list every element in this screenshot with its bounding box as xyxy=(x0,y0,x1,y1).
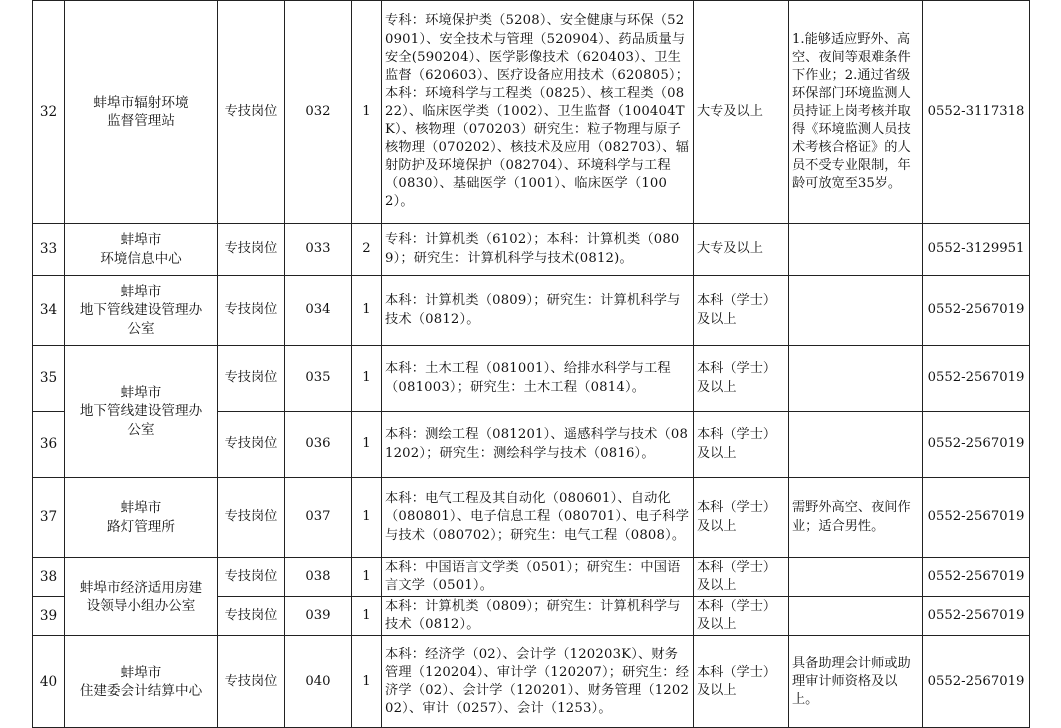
row-number: 32 xyxy=(33,1,65,224)
post-type: 专技岗位 xyxy=(218,478,285,558)
post-type: 专技岗位 xyxy=(218,224,285,276)
post-code: 038 xyxy=(285,558,352,597)
unit-name-line: 环境信息中心 xyxy=(100,250,182,267)
major-requirement: 本科：经济学（02）、会计学（120203K）、财务管理（120204）、审计学（120207）；研究生：经济学（02）、会计学（120201）、财务管理（120202）、审计（0257）、会计（1253）。 xyxy=(382,636,694,728)
row-number: 34 xyxy=(33,276,65,346)
post-type: 专技岗位 xyxy=(218,412,285,478)
post-code: 039 xyxy=(285,597,352,636)
other-requirement: 具备助理会计师或助理审计师资格及以上。 xyxy=(789,636,923,728)
post-type: 专技岗位 xyxy=(218,636,285,728)
recruitment-table xyxy=(32,0,1030,728)
hire-count: 1 xyxy=(352,1,382,224)
post-type: 专技岗位 xyxy=(218,558,285,597)
unit-name-line: 住建委会计结算中心 xyxy=(79,682,203,699)
hire-count: 2 xyxy=(352,224,382,276)
contact-phone: 0552-2567019 xyxy=(923,412,1030,478)
unit-name-line: 设领导小组办公室 xyxy=(86,597,196,614)
row-number: 33 xyxy=(33,224,65,276)
unit-name-line: 路灯管理所 xyxy=(107,518,175,535)
unit-name xyxy=(65,478,218,558)
post-code: 035 xyxy=(285,346,352,412)
contact-phone: 0552-3129951 xyxy=(923,224,1030,276)
table-row xyxy=(33,636,1030,728)
unit-name-line: 蚌埠市 xyxy=(120,385,162,402)
education-requirement: 本科（学士）及以上 xyxy=(694,412,789,478)
contact-phone: 0552-2567019 xyxy=(923,276,1030,346)
contact-phone: 0552-2567019 xyxy=(923,597,1030,636)
post-code: 034 xyxy=(285,276,352,346)
education-requirement: 本科（学士）及以上 xyxy=(694,276,789,346)
row-number: 36 xyxy=(33,412,65,478)
other-requirement xyxy=(789,558,923,597)
major-requirement: 本科：计算机类（0809）；研究生：计算机科学与技术（0812）。 xyxy=(382,276,694,346)
education-requirement: 本科（学士）及以上 xyxy=(694,558,789,597)
hire-count: 1 xyxy=(352,346,382,412)
table-row xyxy=(33,1,1030,224)
post-type: 专技岗位 xyxy=(218,346,285,412)
unit-name-line: 蚌埠市经济适用房建 xyxy=(79,579,203,596)
contact-phone: 0552-2567019 xyxy=(923,636,1030,728)
other-requirement xyxy=(789,597,923,636)
hire-count: 1 xyxy=(352,558,382,597)
unit-name-line: 蚌埠市 xyxy=(120,500,162,517)
post-code: 033 xyxy=(285,224,352,276)
unit-name xyxy=(65,346,218,478)
row-number: 39 xyxy=(33,597,65,636)
post-type: 专技岗位 xyxy=(218,276,285,346)
unit-name-line: 公室 xyxy=(127,421,155,438)
education-requirement: 本科（学士）及以上 xyxy=(694,346,789,412)
unit-name-line: 监督管理站 xyxy=(107,113,175,129)
major-requirement: 专科：计算机类（6102）；本科：计算机类（0809）；研究生：计算机科学与技术(0812)。 xyxy=(382,224,694,276)
other-requirement: 需野外高空、夜间作业；适合男性。 xyxy=(789,478,923,558)
unit-name-line: 蚌埠市辐射环境 xyxy=(93,94,189,111)
other-requirement xyxy=(789,346,923,412)
row-number: 35 xyxy=(33,346,65,412)
table-row xyxy=(33,276,1030,346)
contact-phone: 0552-2567019 xyxy=(923,558,1030,597)
education-requirement: 大专及以上 xyxy=(694,1,789,224)
table-row xyxy=(33,224,1030,276)
other-requirement xyxy=(789,276,923,346)
table-row xyxy=(33,558,1030,597)
hire-count: 1 xyxy=(352,276,382,346)
hire-count: 1 xyxy=(352,412,382,478)
major-requirement: 本科：中国语言文学类（0501）；研究生：中国语言文学（0501）。 xyxy=(382,558,694,597)
unit-name-line: 地下管线建设管理办 xyxy=(79,403,203,420)
unit-name xyxy=(65,1,218,224)
other-requirement xyxy=(789,412,923,478)
post-code: 040 xyxy=(285,636,352,728)
table-row xyxy=(33,478,1030,558)
unit-name-line: 公室 xyxy=(127,320,155,337)
hire-count: 1 xyxy=(352,478,382,558)
unit-name xyxy=(65,276,218,346)
post-code: 032 xyxy=(285,1,352,224)
unit-name-line: 蚌埠市 xyxy=(120,232,162,249)
post-type: 专技岗位 xyxy=(218,1,285,224)
hire-count: 1 xyxy=(352,597,382,636)
major-requirement: 专科：环境保护类（5208）、安全健康与环保（520901）、安全技术与管理（520904）、药品质量与安全(590204）、医学影像技术（620403）、卫生监督（620603）、医疗设备应用技术（620805）；本科：环境科学与工程类（0825）、核工程类（0822）、临床医学类（1002）、卫生监督（100404TK）、核物理（070203）研究生：粒子物理与原子核物理（070202）、核技术及应用（082703）、辐射防护及环境保护（082704）、环境科学与工程（0830）、基础医学（1001）、临床医学（1002）。 xyxy=(382,1,694,224)
row-number: 38 xyxy=(33,558,65,597)
post-type: 专技岗位 xyxy=(218,597,285,636)
major-requirement: 本科：计算机类（0809）；研究生：计算机科学与技术（0812）。 xyxy=(382,597,694,636)
contact-phone: 0552-2567019 xyxy=(923,478,1030,558)
contact-phone: 0552-2567019 xyxy=(923,346,1030,412)
unit-name xyxy=(65,224,218,276)
contact-phone: 0552-3117318 xyxy=(923,1,1030,224)
unit-name-line: 蚌埠市 xyxy=(120,664,162,681)
post-code: 036 xyxy=(285,412,352,478)
hire-count: 1 xyxy=(352,636,382,728)
row-number: 37 xyxy=(33,478,65,558)
education-requirement: 大专及以上 xyxy=(694,224,789,276)
unit-name-line: 地下管线建设管理办 xyxy=(79,302,203,319)
major-requirement: 本科：测绘工程（081201）、遥感科学与技术（081202）；研究生：测绘科学与技术（0816）。 xyxy=(382,412,694,478)
post-code: 037 xyxy=(285,478,352,558)
education-requirement: 本科（学士）及以上 xyxy=(694,597,789,636)
education-requirement: 本科（学士）及以上 xyxy=(694,636,789,728)
unit-name xyxy=(65,558,218,636)
table-row xyxy=(33,346,1030,412)
row-number: 40 xyxy=(33,636,65,728)
education-requirement: 本科（学士）及以上 xyxy=(694,478,789,558)
unit-name xyxy=(65,636,218,728)
major-requirement: 本科：土木工程（081001）、给排水科学与工程（081003）；研究生：土木工程（0814）。 xyxy=(382,346,694,412)
other-requirement: 1.能够适应野外、高空、夜间等艰难条件下作业；2.通过省级环保部门环境监测人员持证上岗考核并取得《环境监测人员技术考核合格证》的人员不受专业限制，年龄可放宽至35岁。 xyxy=(789,1,923,224)
major-requirement: 本科：电气工程及其自动化（080601）、自动化（080801）、电子信息工程（080701）、电子科学与技术（080702）；研究生：电气工程（0808）。 xyxy=(382,478,694,558)
unit-name-line: 蚌埠市 xyxy=(120,284,162,301)
other-requirement xyxy=(789,224,923,276)
